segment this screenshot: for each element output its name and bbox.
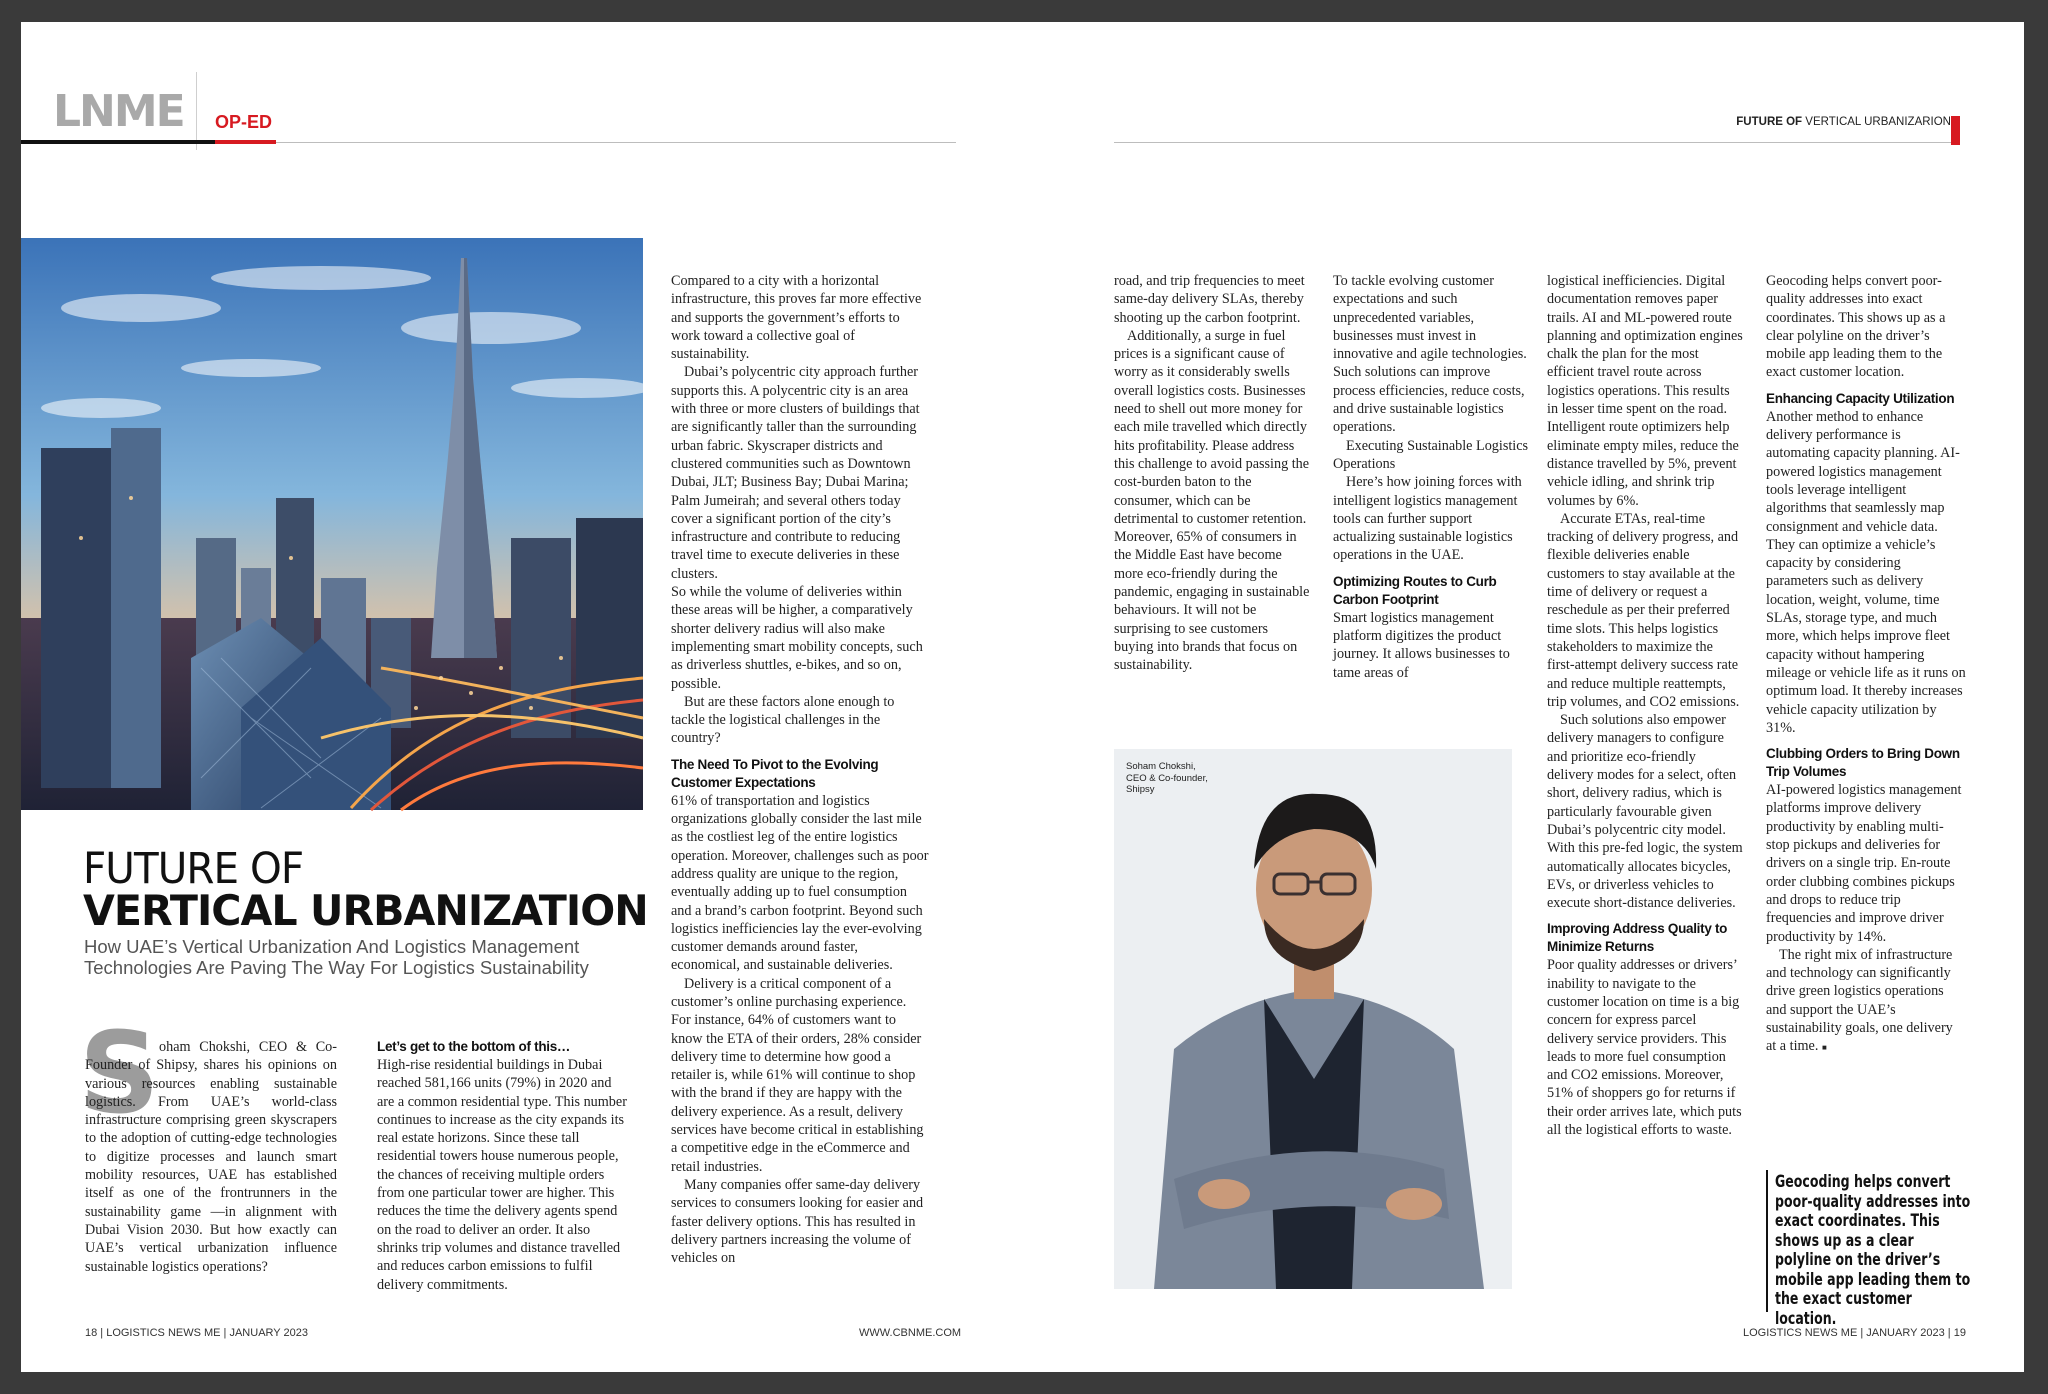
paragraph: Poor quality addresses or drivers’ inability to navigate to the customer location on time is a big concern for express parcel delivery service providers. This leads to more fuel consumption and CO2 emissions. Moreover, 51% of shoppers go for returns if their order arrives late, which puts all the logistical efforts to waste. [1547, 957, 1742, 1139]
pull-quote: Geocoding helps convert poor-quality addresses into exact coordinates. This shows up as a clear polyline on the driver’s mobile app leading them to the exact customer location. [1775, 1172, 1971, 1328]
paragraph: road, and trip frequencies to meet same-day delivery SLAs, thereby shooting up the carbon footprint. [1114, 273, 1305, 326]
masthead-divider [196, 72, 197, 150]
dropcap: S [79, 1009, 160, 1139]
subheading: Optimizing Routes to Curb Carbon Footprint [1333, 573, 1497, 607]
subheading: Enhancing Capacity Utilization [1766, 390, 1955, 406]
running-head-bold: FUTURE OF [1736, 116, 1803, 128]
soham-chokshi-portrait [1114, 749, 1512, 1289]
paragraph: Dubai’s polycentric city approach further supports this. A polycentric city is an area with three or more clusters of buildings that are significantly taller than the surrounding urban fabric. Skyscraper districts and clustered communities such as Downtown Dubai, JLT; Business Bay; Dubai Marina; Palm Jumeirah; and several others today cover a significant portion of the city’s infrastructure and contribute to reducing travel time to execute deliveries in these clusters. [671, 364, 920, 582]
running-head-marker [1951, 116, 1960, 145]
portrait-photo [1114, 749, 1512, 1289]
col1-intro: oham Chokshi, CEO & Co-Founder of Shipsy, shares his opinions on various resources enabling sustainable logistics. From UAE’s world-class infrastructure comprising green skyscrapers to the adoption of cutting-edge technologies to digitize processes and launch smart mobility resources, UAE has established itself as one of the frontrunners in the sustainability game —in alignment with Dubai Vision 2030. But how exactly can UAE’s vertical urbanization influence sustainable logistics operations? [85, 1039, 337, 1275]
footer-right: LOGISTICS NEWS ME | JANUARY 2023 | 19 [1743, 1327, 1966, 1339]
paragraph: AI-powered logistics management platforms improve delivery productivity by enabling multi-stop pickups and deliveries for drivers on a single trip. En-route order clubbing combines pickups and drops to reduce trip frequencies and improve driver productivity by 14%. [1766, 782, 1962, 945]
subheading: The Need To Pivot to the Evolving Customer Expectations [671, 756, 879, 790]
paragraph: Another method to enhance delivery performance is automating capacity planning. AI-powered logistics management tools leverage intelligent algorithms that seamlessly map consignment and vehicle data. They can optimize a vehicle’s capacity by considering parameters such as delivery location, weight, volume, time SLAs, storage type, and much more, which helps improve fleet capacity without hampering mileage or vehicle life as it runs on optimum load. It thereby increases vehicle capacity utilization by 31%. [1766, 408, 1966, 736]
paragraph: Here’s how joining forces with intelligent logistics management tools can further support actualizing sustainable logistics operations in the UAE. [1333, 474, 1522, 564]
masthead-rule-red [215, 140, 276, 144]
footer-center: WWW.CBNME.COM [859, 1327, 962, 1339]
paragraph: Executing Sustainable Logistics Operations [1333, 437, 1529, 472]
logo: LNME [53, 86, 184, 137]
right-page [1114, 22, 2024, 1372]
paragraph [1766, 946, 1966, 1058]
photo-caption [1126, 761, 1208, 796]
paragraph: But are these factors alone enough to tackle the logistical challenges in the country? [671, 693, 895, 747]
pull-quote-bar [1766, 1170, 1768, 1312]
column-6 [1547, 272, 1743, 1139]
article-deck: How UAE’s Vertical Urbanization And Logistics Management Technologies Are Paving The Way For Logistics Sustainability [84, 936, 589, 978]
paragraph: Many companies offer same-day delivery services to consumers looking for easier and faster delivery options. This has resulted in delivery partners increasing the volume of vehicles on [671, 1176, 924, 1267]
paragraph: Such solutions also empower delivery managers to configure and prioritize eco-friendly delivery modes for a select, often short, delivery radius, which is particularly favourable given Dubai’s polycentric city model. With this pre-fed logic, the system automatically allocates bicycles, EVs, or driverless vehicles to execute short-distance deliveries. [1547, 712, 1743, 912]
section-label: OP-ED [215, 112, 273, 132]
subheading: Let’s get to the bottom of this… [377, 1039, 571, 1054]
masthead-rule [1114, 142, 1956, 143]
column-2 [377, 1038, 629, 1294]
column-4 [1114, 272, 1310, 675]
column-7 [1766, 272, 1966, 1058]
caption-company: Shipsy [1126, 784, 1155, 795]
masthead-rule [276, 142, 956, 143]
subheading: Clubbing Orders to Bring Down Trip Volumes [1766, 746, 1960, 780]
paragraph: To tackle evolving customer expectations and such unprecedented variables, businesses must invest in innovative and agile technologies. Such solutions can improve process efficiencies, reduce costs, and drive sustainable logistics operations. [1333, 273, 1527, 436]
running-head-rest: VERTICAL URBANIZARION [1805, 116, 1951, 128]
paragraph: High-rise residential buildings in Dubai reached 581,166 units (79%) in 2020 and are a common residential type. This number continues to increase as the city expands its real estate horizons. Since these tall residential towers house numerous people, the chances of receiving multiple orders from one particular tower are higher. This reduces the time the delivery agents spend on the road to deliver an order. It also shrinks trip volumes and distance travelled and reduces carbon emissions to fulfil delivery commitments. [377, 1057, 627, 1293]
pull-quote-box [1775, 1172, 1975, 1328]
article-title-line1: FUTURE OF [83, 844, 304, 894]
paragraph: So while the volume of deliveries within these areas will be higher, a comparatively shorter delivery radius will also make implementing smart mobility concepts, such as driverless shuttles, e-bikes, and so on, possible. [671, 584, 923, 692]
caption-title: CEO & Co-founder, [1126, 772, 1208, 784]
running-head [1654, 116, 1951, 128]
paragraph: Accurate ETAs, real-time tracking of delivery progress, and flexible deliveries enable customers to stay available at the time of delivery or request a reschedule as per their preferred time slots. This helps logistics stakeholders to maximize the first-attempt delivery success rate and reduce multiple reattempts, trip volumes, and CO2 emissions. [1547, 510, 1740, 710]
paragraph: Geocoding helps convert poor-quality addresses into exact coordinates. This shows up as a clear polyline on the driver’s mobile app leading them to the exact customer location. [1766, 273, 1946, 381]
caption-name: Soham Chokshi, [1126, 761, 1196, 772]
column-3 [671, 272, 929, 1267]
paragraph: 61% of transportation and logistics organizations globally consider the last mile as the costliest leg of the entire logistics operation. Moreover, challenges such as poor address quality are unique to the region, eventually adding up to fuel consumption and a brand’s carbon footprint. Beyond such logistics inefficiencies lay the ever-evolving customer demands around faster, economical, and sustainable deliveries. [671, 792, 929, 974]
dubai-skyline-photo [21, 238, 643, 810]
closing-text: The right mix of infrastructure and technology can significantly drive green logistics operations and support the UAE’s sustainability goals, one delivery at a time. [1766, 946, 1953, 1055]
column-5 [1333, 272, 1531, 682]
paragraph: Additionally, a surge in fuel prices is a significant cause of worry as it considerably swells overall logistics costs. Businesses need to shell out more money for each mile travelled which directly hits profitability. Please address this challenge to avoid passing the cost-burden baton to the consumer, which can be detrimental to customer retention. Moreover, 65% of consumers in the Middle East have become more eco-friendly during the pandemic, engaging in sustainable behaviours. It will not be surprising to see customers buying into brands that focus on sustainability. [1114, 327, 1310, 674]
paragraph: Delivery is a critical component of a customer’s online purchasing experience. For instance, 64% of customers want to know the ETA of their orders, 28% consider delivery time to determine how good a retailer is, while 61% will continue to shop with the brand if they are happy with the delivery experience. As a result, delivery services have become critical in establishing a competitive edge in the eCommerce and retail industries. [671, 975, 924, 1175]
article-title-line2: VERTICAL URBANIZATION [83, 886, 648, 935]
subheading: Improving Address Quality to Minimize Returns [1547, 921, 1728, 955]
left-page [21, 22, 1114, 1372]
footer-left: 18 | LOGISTICS NEWS ME | JANUARY 2023 [85, 1327, 308, 1339]
end-mark: ■ [1821, 1043, 1827, 1053]
paragraph: Compared to a city with a horizontal infrastructure, this proves far more effective and supports the government’s efforts to work toward a collective goal of sustainability. [671, 273, 922, 363]
paragraph: logistical inefficiencies. Digital documentation removes paper trails. AI and ML-powered route planning and optimization engines chalk the plan for the most efficient travel route across logistics operations. This results in lesser time spent on the road. Intelligent route optimizers help eliminate empty miles, reduce the distance travelled by 5%, prevent vehicle idling, and shrink trip volumes by 6%. [1547, 273, 1743, 509]
paragraph: Smart logistics management platform digitizes the product journey. It allows businesses to tame areas of [1333, 609, 1510, 681]
